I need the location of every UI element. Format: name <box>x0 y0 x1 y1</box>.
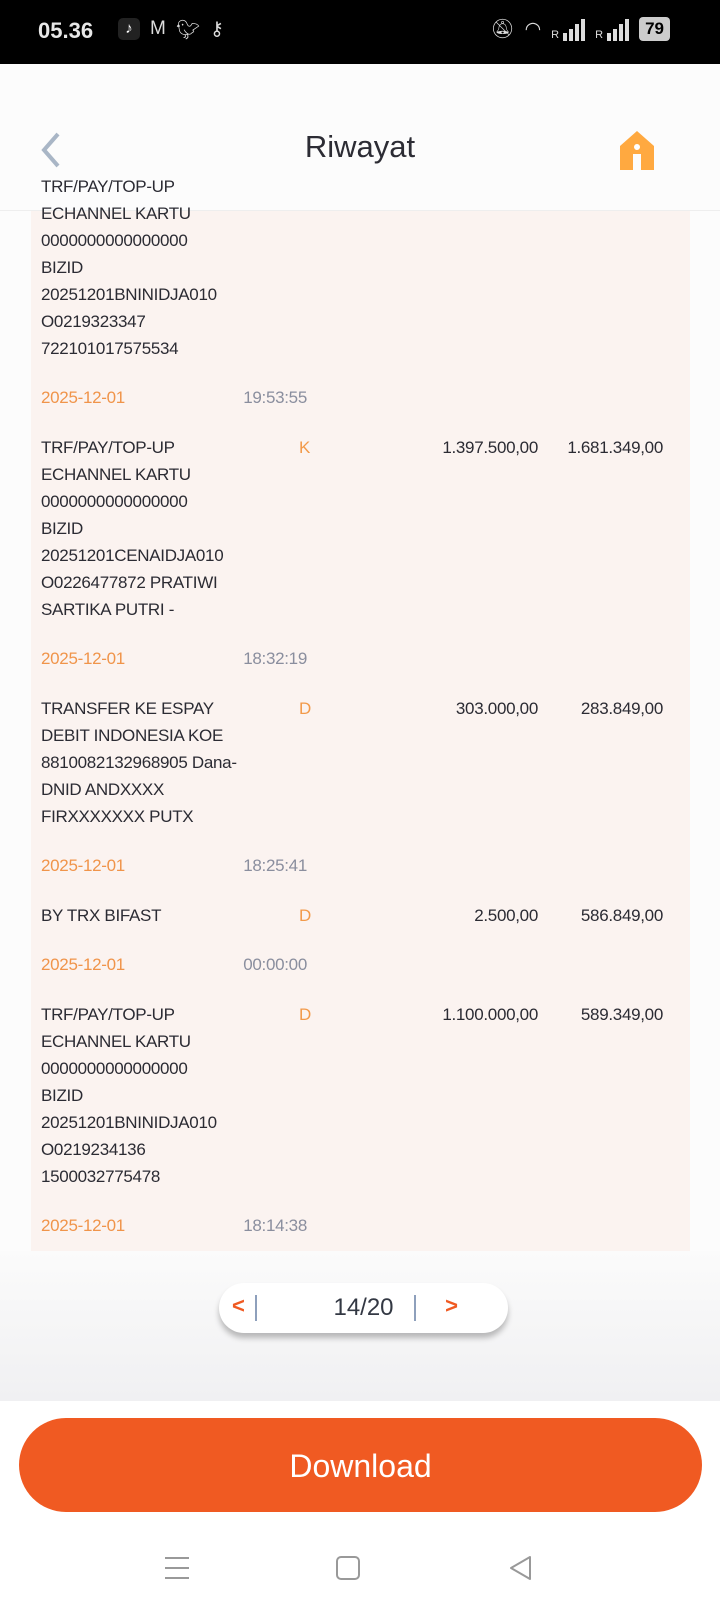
signal-icon-2: R <box>595 17 629 41</box>
wifi-icon: ◠ <box>524 18 542 40</box>
transaction-item[interactable] <box>31 173 690 411</box>
description-line: 20251201BNINIDJA010 <box>41 285 217 304</box>
description-line: 722101017575534 <box>41 339 179 358</box>
description-line: TRF/PAY/TOP-UP <box>41 438 175 457</box>
transaction-amount: 1.397.500,00 <box>442 438 538 457</box>
transaction-balance: 586.849,00 <box>580 906 663 925</box>
bird-icon: 🐦︎ <box>175 20 200 41</box>
download-button[interactable]: Download <box>19 1418 702 1512</box>
gmail-icon: M <box>150 18 166 39</box>
transaction-date: 2025-12-01 <box>41 1216 125 1235</box>
description-line: 20251201CENAIDJA010 <box>41 546 224 565</box>
transaction-date: 2025-12-01 <box>41 955 125 974</box>
transaction-balance: 283.849,00 <box>580 699 663 718</box>
transaction-type: D <box>299 1005 312 1024</box>
description-line: ECHANNEL KARTU <box>41 1032 191 1051</box>
description-line: 1500032775478 <box>41 1167 161 1186</box>
status-bar <box>0 0 720 64</box>
transaction-type: D <box>299 906 312 925</box>
transaction-date: 2025-12-01 <box>41 856 125 875</box>
transaction-list[interactable] <box>31 177 690 1251</box>
description-line: DEBIT INDONESIA KOE <box>41 726 223 745</box>
description-line: 0000000000000000 <box>41 492 188 511</box>
tiktok-icon: ♪ <box>118 18 140 40</box>
description-line: TRF/PAY/TOP-UP <box>41 177 175 196</box>
transaction-time: 18:32:19 <box>243 649 307 668</box>
description-line: 0000000000000000 <box>41 231 188 250</box>
description-line: O0226477872 PRATIWI <box>41 573 218 592</box>
home-icon[interactable] <box>618 130 656 170</box>
description-line: BIZID <box>41 258 83 277</box>
transaction-description <box>31 434 291 623</box>
transaction-description <box>31 1001 291 1190</box>
transaction-item[interactable] <box>31 695 690 879</box>
page-indicator: 14/20 <box>333 1294 394 1321</box>
description-line: 20251201BNINIDJA010 <box>41 1113 217 1132</box>
transaction-balance: 1.681.349,00 <box>567 438 663 457</box>
transaction-time: 18:25:41 <box>243 856 307 875</box>
transaction-date: 2025-12-01 <box>41 388 125 407</box>
transaction-amount: 303.000,00 <box>455 699 538 718</box>
description-line: ECHANNEL KARTU <box>41 465 191 484</box>
description-line: O0219323347 <box>41 312 146 331</box>
description-line: DNID ANDXXXX <box>41 780 164 799</box>
transaction-type: K <box>299 438 311 457</box>
transaction-amount: 2.500,00 <box>474 906 538 925</box>
battery-icon: 79 <box>639 17 670 41</box>
prev-page-button[interactable]: < <box>232 1293 245 1318</box>
page-title: Riwayat <box>304 129 416 164</box>
bell-muted-icon: 🔕︎ <box>490 19 515 40</box>
key-icon: ⚷ <box>209 19 224 40</box>
transaction-description <box>31 902 291 929</box>
bottom-area <box>0 1401 720 1612</box>
transaction-item[interactable] <box>31 434 690 672</box>
home-nav-icon[interactable] <box>333 1553 363 1583</box>
description-line: FIRXXXXXXX PUTX <box>41 807 194 826</box>
transaction-time: 00:00:00 <box>243 955 307 974</box>
next-page-button[interactable]: > <box>445 1293 458 1318</box>
description-line: TRF/PAY/TOP-UP <box>41 1005 175 1024</box>
transaction-type: D <box>299 699 312 718</box>
transaction-balance: 589.349,00 <box>580 1005 663 1024</box>
signal-icon: R <box>551 17 585 41</box>
divider <box>414 1295 416 1321</box>
back-nav-icon[interactable] <box>506 1553 536 1583</box>
description-line: BY TRX BIFAST <box>41 906 162 925</box>
description-line: SARTIKA PUTRI - <box>41 600 175 619</box>
description-line: 8810082132968905 Dana- <box>41 753 237 772</box>
description-line: ECHANNEL KARTU <box>41 204 191 223</box>
status-time: 05.36 <box>38 18 94 43</box>
transaction-description <box>31 173 291 362</box>
transaction-time: 19:53:55 <box>243 388 307 407</box>
menu-icon[interactable] <box>162 1553 192 1583</box>
description-line: 0000000000000000 <box>41 1059 188 1078</box>
description-line: O0219234136 <box>41 1140 146 1159</box>
transaction-amount: 1.100.000,00 <box>442 1005 538 1024</box>
transaction-item[interactable] <box>31 1001 690 1239</box>
pagination <box>219 1283 508 1333</box>
transaction-item[interactable] <box>31 902 690 978</box>
transaction-time: 18:14:38 <box>243 1216 307 1235</box>
transaction-description <box>31 695 291 830</box>
description-line: BIZID <box>41 519 83 538</box>
description-line: TRANSFER KE ESPAY <box>41 699 214 718</box>
description-line: BIZID <box>41 1086 83 1105</box>
transaction-date: 2025-12-01 <box>41 649 125 668</box>
